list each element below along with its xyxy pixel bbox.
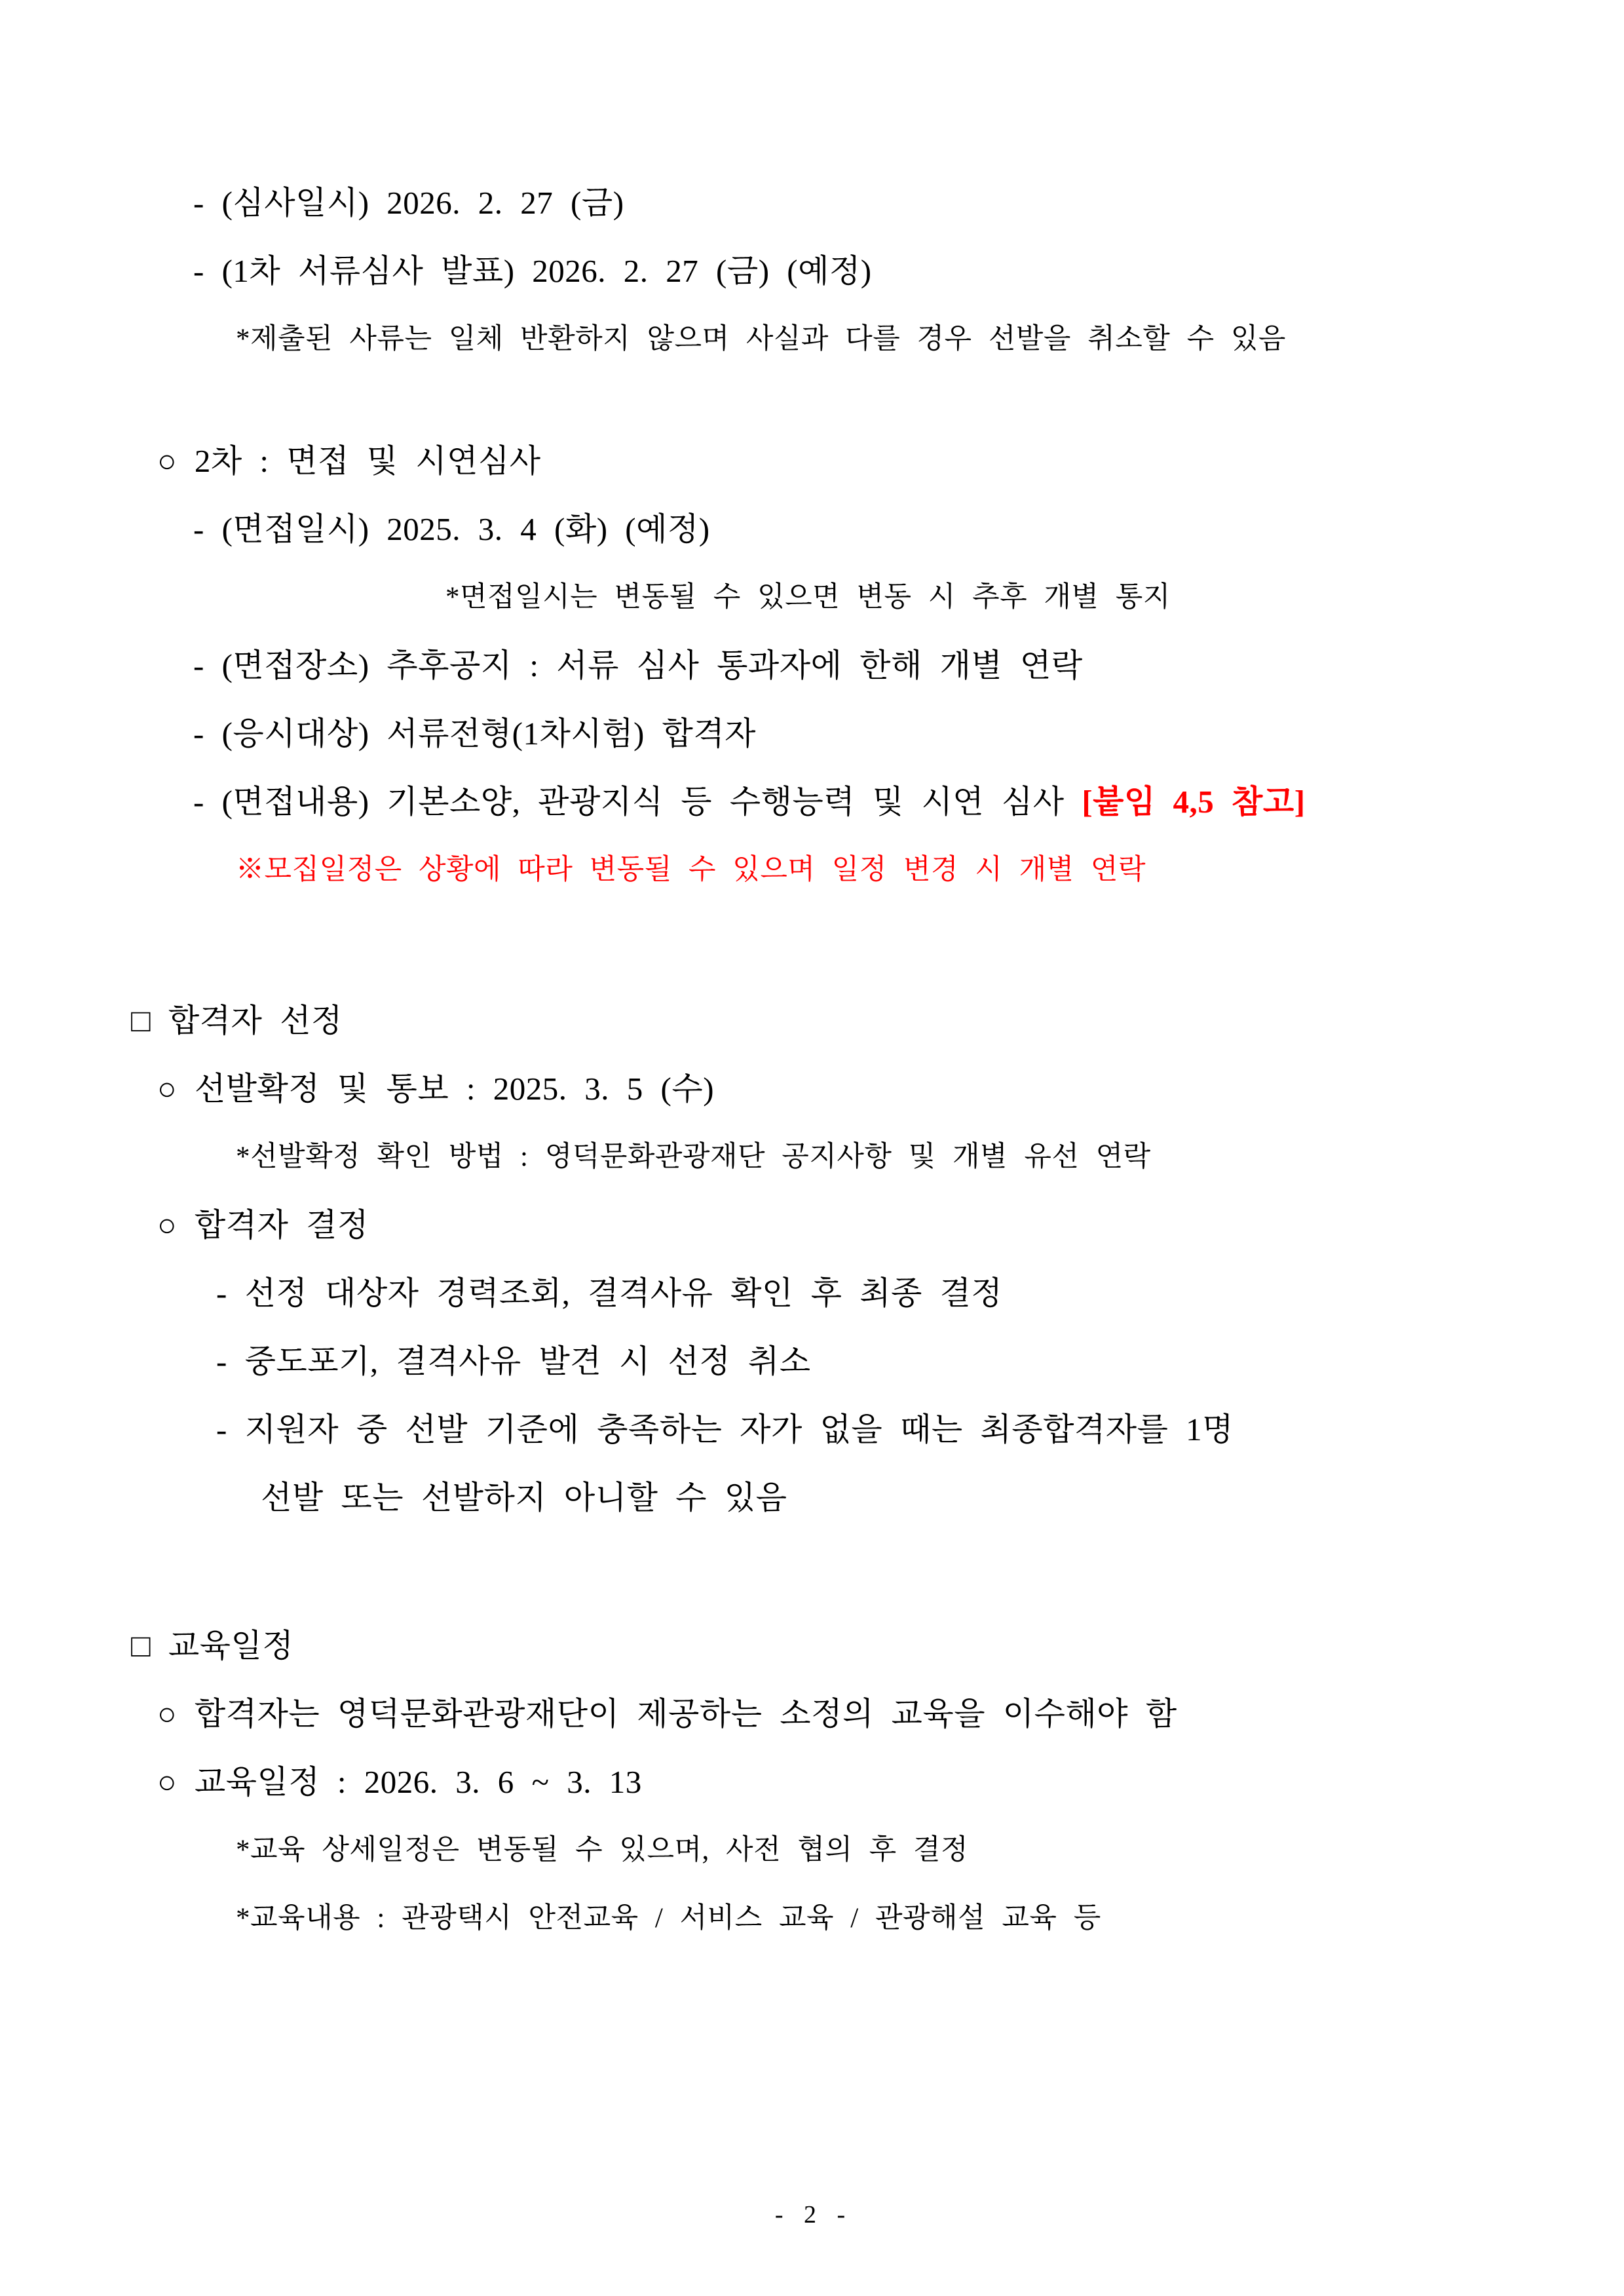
line-interview-place: - (면접장소) 추후공지 : 서류 심사 통과자에 한해 개별 연락 bbox=[193, 647, 1083, 683]
spacer bbox=[0, 904, 1624, 987]
note-schedule-change: ※모집일정은 상황에 따라 변동될 수 있으며 일정 변경 시 개별 연락 bbox=[236, 854, 1146, 885]
note-confirm-method: *선발확정 확인 방법 : 영덕문화관광재단 공지사항 및 개별 유선 연락 bbox=[236, 1141, 1151, 1172]
attachment-reference-highlight: [붙임 4,5 참고] bbox=[1082, 784, 1306, 820]
line-decision-cancel: - 중도포기, 결격사유 발견 시 선정 취소 bbox=[216, 1343, 811, 1379]
line-decision-no-candidate-continued: 선발 또는 선발하지 아니할 수 있음 bbox=[261, 1480, 787, 1516]
line-training-requirement: ○ 합격자는 영덕문화관광재단이 제공하는 소정의 교육을 이수해야 함 bbox=[157, 1696, 1177, 1732]
line-decision-no-candidate: - 지원자 중 선발 기준에 충족하는 자가 없을 때는 최종합격자를 1명 bbox=[216, 1411, 1234, 1447]
line-confirm-notice: ○ 선발확정 및 통보 : 2025. 3. 5 (수) bbox=[157, 1071, 715, 1107]
line-decision-career-check: - 선정 대상자 경력조회, 결격사유 확인 후 최종 결정 bbox=[216, 1275, 1003, 1311]
line-first-result-announcement: - (1차 서류심사 발표) 2026. 2. 27 (금) (예정) bbox=[193, 253, 872, 289]
note-training-schedule-detail: *교육 상세일정은 변동될 수 있으며, 사전 협의 후 결정 bbox=[236, 1835, 969, 1866]
line-interview-datetime: - (면접일시) 2025. 3. 4 (화) (예정) bbox=[193, 511, 710, 547]
document-body bbox=[0, 169, 1624, 1953]
note-documents-no-return: *제출된 사류는 일체 반환하지 않으며 사실과 다를 경우 선발을 취소할 수 있음 bbox=[236, 324, 1286, 354]
line-interview-content-text: - (면접내용) 기본소양, 관광지식 등 수행능력 및 시연 심사 bbox=[193, 784, 1082, 820]
line-interview-content bbox=[193, 768, 1624, 836]
line-review-datetime: - (심사일시) 2026. 2. 27 (금) bbox=[193, 185, 624, 221]
heading-decision: ○ 합격자 결정 bbox=[157, 1207, 369, 1243]
note-interview-change: *면접일시는 변동될 수 있으면 변동 시 추후 개별 통지 bbox=[445, 582, 1171, 613]
heading-training: □ 교육일정 bbox=[131, 1628, 294, 1664]
line-training-schedule: ○ 교육일정 : 2026. 3. 6 ~ 3. 13 bbox=[157, 1764, 642, 1800]
heading-selection: □ 합격자 선정 bbox=[131, 1003, 343, 1039]
note-training-content: *교육내용 : 관광택시 안전교육 / 서비스 교육 / 관광해설 교육 등 bbox=[236, 1903, 1101, 1934]
line-eligibility: - (응시대상) 서류전형(1차시험) 합격자 bbox=[193, 716, 757, 752]
spacer bbox=[0, 373, 1624, 427]
spacer bbox=[0, 1532, 1624, 1612]
heading-second-round: ○ 2차 : 면접 및 시연심사 bbox=[157, 443, 541, 479]
page-number: - 2 - bbox=[774, 2201, 850, 2229]
